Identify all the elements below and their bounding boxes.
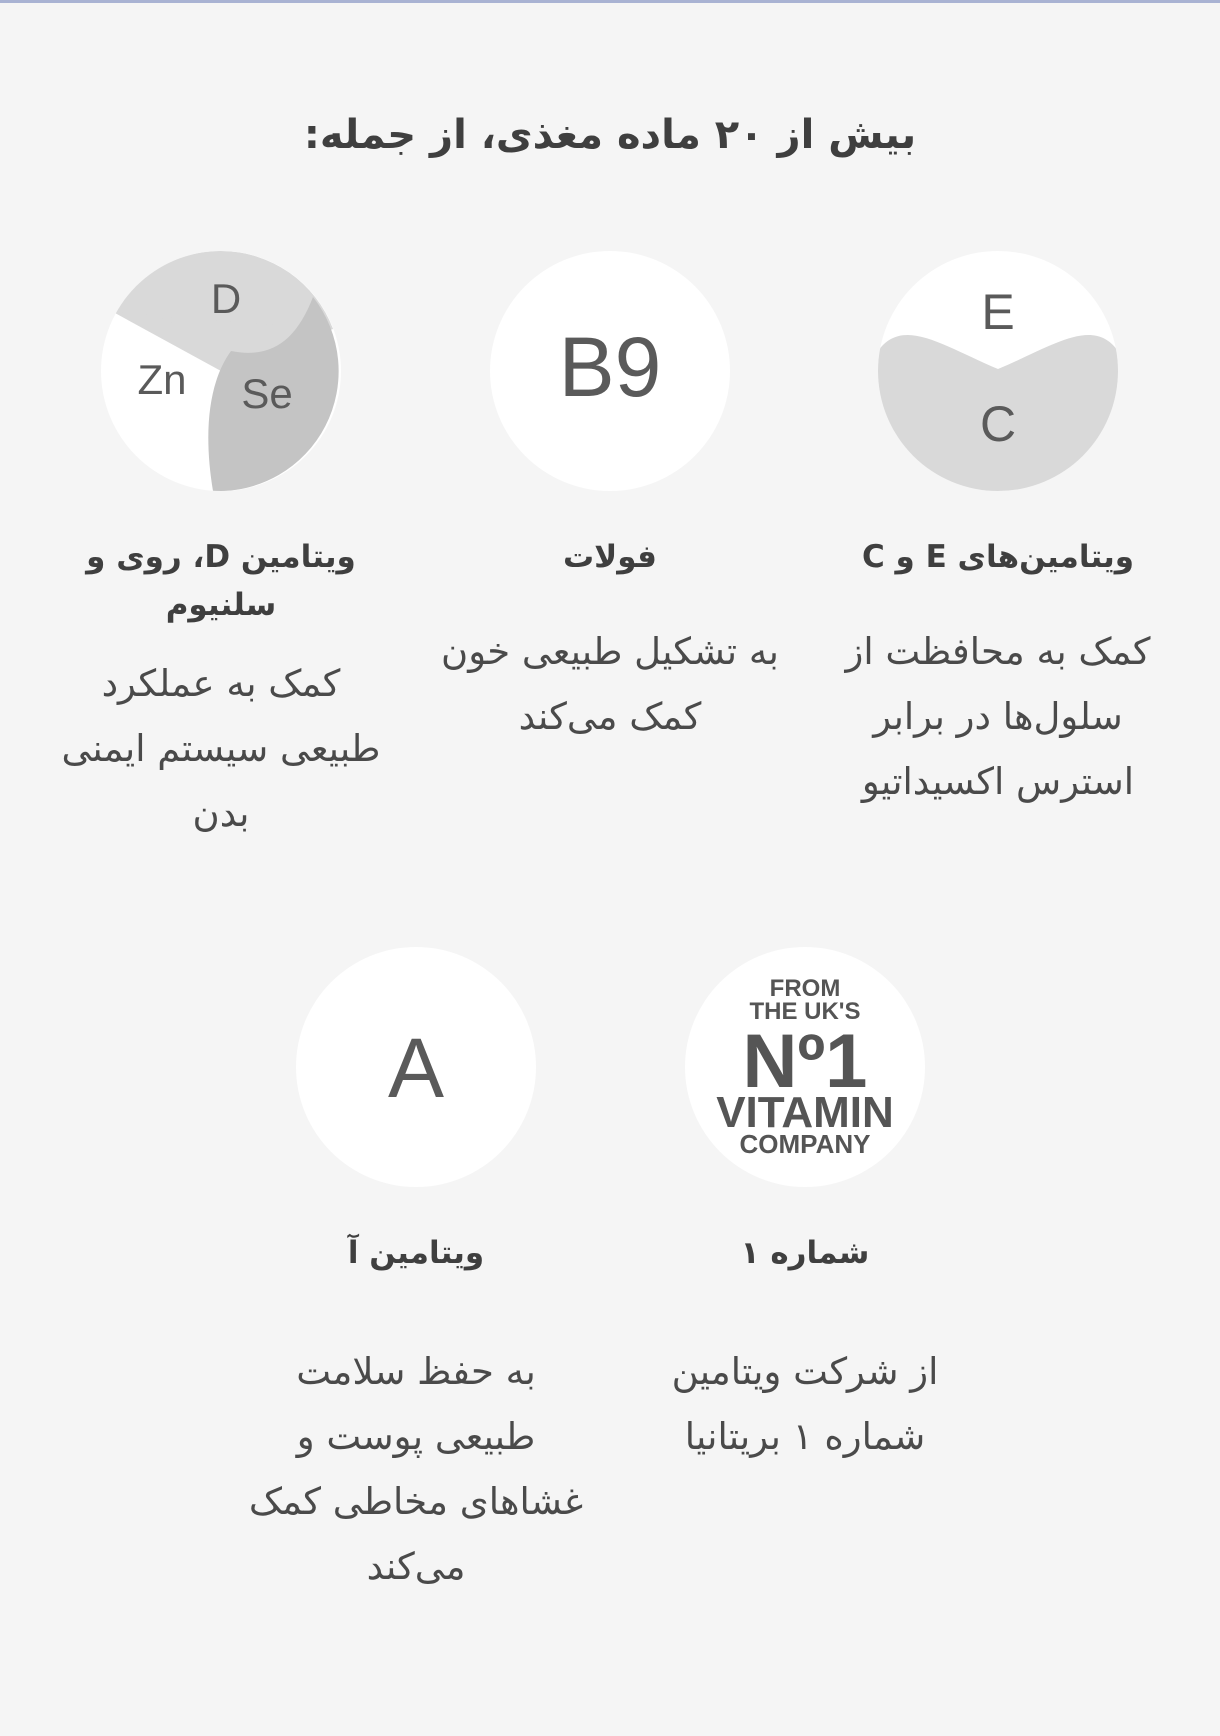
nutrient-description: کمک به محافظت از سلول‌ها در برابر استرس اکسیداتیو [845, 630, 1151, 803]
nutrient-card-vitamin-e-c [818, 251, 1178, 814]
nutrient-description: از شرکت ویتامین شماره ۱ بریتانیا [671, 1350, 939, 1458]
nutrient-description: کمک به عملکرد طبیعی سیستم ایمنی بدن [61, 662, 381, 835]
selenium-symbol: Se [241, 370, 293, 417]
nutrient-title: شماره ۱ [740, 1235, 870, 1271]
vitamin-d-letter: D [210, 275, 242, 322]
logo-uks-text: THE UK'S [749, 998, 861, 1025]
nutrient-card-vitamin-d-zinc-selenium [41, 251, 401, 846]
vitamin-e-c-icon [878, 251, 1118, 491]
vitamin-a-letter: A [387, 1021, 445, 1115]
page-heading: بیش از ۲۰ ماده مغذی، از جمله: [303, 112, 917, 158]
nutrient-description: به تشکیل طبیعی خون کمک می‌کند [441, 630, 779, 738]
vitamin-e-letter: E [981, 284, 1015, 340]
nutrient-title: فولات [563, 539, 657, 575]
logo-vitamin-text: VITAMIN [716, 1088, 894, 1137]
top-divider [0, 0, 1220, 3]
logo-from-text: FROM [769, 975, 841, 1002]
vitamin-d-zinc-selenium-icon [101, 251, 341, 491]
nutrient-title: ویتامین آ [347, 1235, 485, 1271]
vitamin-a-icon [296, 947, 536, 1187]
nutrient-card-folate [430, 251, 790, 749]
nutrient-title: ویتامین‌های E و C [861, 539, 1135, 575]
vitamin-c-letter: C [979, 396, 1017, 452]
uk-no1-vitamin-company-logo [685, 947, 925, 1187]
nutrient-card-vitamin-a [236, 947, 596, 1599]
nutrient-card-no1-company [625, 947, 985, 1469]
nutrient-description: به حفظ سلامت طبیعی پوست و غشاهای مخاطی کمک می‌کند [248, 1350, 584, 1588]
folate-b9-icon [490, 251, 730, 491]
nutrient-title: ویتامین D، روی و سلنیوم [86, 539, 356, 623]
logo-company-text: COMPANY [739, 1129, 871, 1159]
zinc-symbol: Zn [137, 356, 187, 403]
b9-label: B9 [558, 320, 662, 414]
logo-no1-text: Nº1 [742, 1019, 868, 1104]
